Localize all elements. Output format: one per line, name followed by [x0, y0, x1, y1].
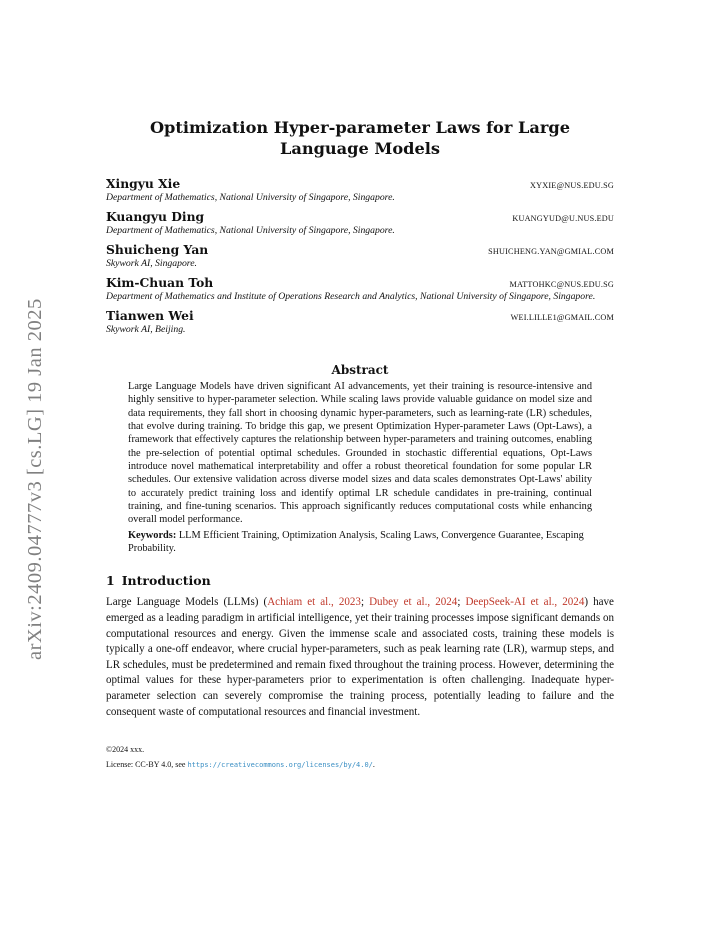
section-title: Introduction: [121, 573, 211, 589]
author-line: [106, 242, 614, 257]
author-block: [106, 275, 614, 303]
author-line: [106, 176, 614, 191]
intro-text: Large Language Models (LLMs) (: [106, 596, 268, 609]
author-affiliation: Department of Mathematics, National University of Singapore, Singapore.: [106, 225, 395, 236]
keywords-text: LLM Efficient Training, Optimization Analysis, Scaling Laws, Convergence Guarantee, Escaping Probability.: [128, 529, 584, 555]
citation-link[interactable]: Dubey et al., 2024: [369, 596, 458, 609]
author-affiliation: Skywork AI, Singapore.: [106, 258, 197, 269]
author-block: [106, 176, 614, 204]
author-block: [106, 209, 614, 237]
author-affiliation: Department of Mathematics, National University of Singapore, Singapore.: [106, 192, 395, 203]
author-line: [106, 308, 614, 323]
author-name: Kim-Chuan Toh: [106, 275, 214, 290]
author-line: [106, 209, 614, 224]
author-line: [106, 275, 614, 290]
license-link[interactable]: https://creativecommons.org/licenses/by/4.0/: [187, 761, 373, 770]
citation-link[interactable]: DeepSeek-AI et al., 2024: [465, 596, 585, 609]
footer: [106, 742, 614, 773]
copyright: ©2024 xxx.: [106, 745, 145, 755]
paper-title: Optimization Hyper-parameter Laws for Large Language Models: [149, 118, 571, 158]
section-number: 1: [106, 573, 115, 589]
author-name: Shuicheng Yan: [106, 242, 209, 257]
intro-text: ) have emerged as a leading paradigm in artificial intelligence, yet their training processes impose significant demands on computational resources and energy. Given the immense scale and associated costs, training these models is typically a one-off endeavor, where crucial hyper-parameters, such as peak learning rate (LR), warmup steps, and LR schedules, must be predetermined and remain fixed throughout the training process. However, determining the optimal values for these hyper-parameters prior to experimentation is often challenging. Inadequate hyper-parameter selection can severely compromise the training process, potentially leading to failure and the consequent waste of computational resources and financial investment.: [106, 596, 614, 718]
section-heading: [106, 573, 614, 588]
author-email[interactable]: MATTOHKC@NUS.EDU.SG: [509, 280, 614, 289]
author-name: Kuangyu Ding: [106, 209, 205, 224]
author-name: Tianwen Wei: [106, 308, 194, 323]
author-affiliation: Skywork AI, Beijing.: [106, 324, 186, 335]
arxiv-identifier-stamp: arXiv:2409.04777v3 [cs.LG] 19 Jan 2025: [24, 298, 46, 660]
abstract-text: Large Language Models have driven significant AI advancements, yet their training is resource-intensive and highly sensitive to hyper-parameter selection. While scaling laws provide valuable guidance on model size and data requirements, they fall short in choosing dynamic hyper-parameters, such as learning-rate (LR) schedules, that evolve during training. To bridge this gap, we present Optimization Hyper-parameter Laws (Opt-Laws), a framework that effectively captures the relationship between hyper-parameters and training outcomes, enabling the pre-selection of potential optimal schedules. Grounded in stochastic differential equations, Opt-Laws introduce novel mathematical interpretability and offer a robust theoretical foundation for some popular LR schedules. Our extensive validation across diverse model sizes and data scales demonstrates Opt-Laws' ability to accurately predict training loss and identify optimal LR schedule candidates in pre-training, continual training, and fine-tuning scenarios. This approach significantly reduces computational costs while enhancing overall model performance.: [128, 381, 592, 526]
author-email[interactable]: SHUICHENG.YAN@GMIAL.COM: [488, 247, 614, 256]
keywords-label: Keywords:: [128, 529, 177, 541]
author-email[interactable]: KUANGYUD@U.NUS.EDU: [512, 214, 614, 223]
intro-text: ;: [360, 596, 370, 609]
author-affiliation: Department of Mathematics and Institute of Operations Research and Analytics, National University of Singapore, Singapore.: [106, 291, 596, 302]
intro-paragraph: [106, 595, 614, 720]
citation-link[interactable]: Achiam et al., 2023: [267, 596, 361, 609]
author-block: [106, 308, 614, 336]
author-list: [106, 176, 614, 336]
intro-text: ;: [457, 596, 466, 609]
license-text: License: CC-BY 4.0, see: [106, 760, 188, 770]
license-suffix: .: [372, 760, 375, 770]
author-block: [106, 242, 614, 270]
author-email[interactable]: XYXIE@NUS.EDU.SG: [530, 181, 614, 190]
author-email[interactable]: WEI.LILLE1@GMAIL.COM: [510, 313, 614, 322]
license-line: [106, 757, 614, 773]
abstract-heading: Abstract: [331, 363, 389, 377]
keywords: [128, 529, 592, 556]
paper-page: [106, 117, 614, 773]
author-name: Xingyu Xie: [106, 176, 181, 191]
